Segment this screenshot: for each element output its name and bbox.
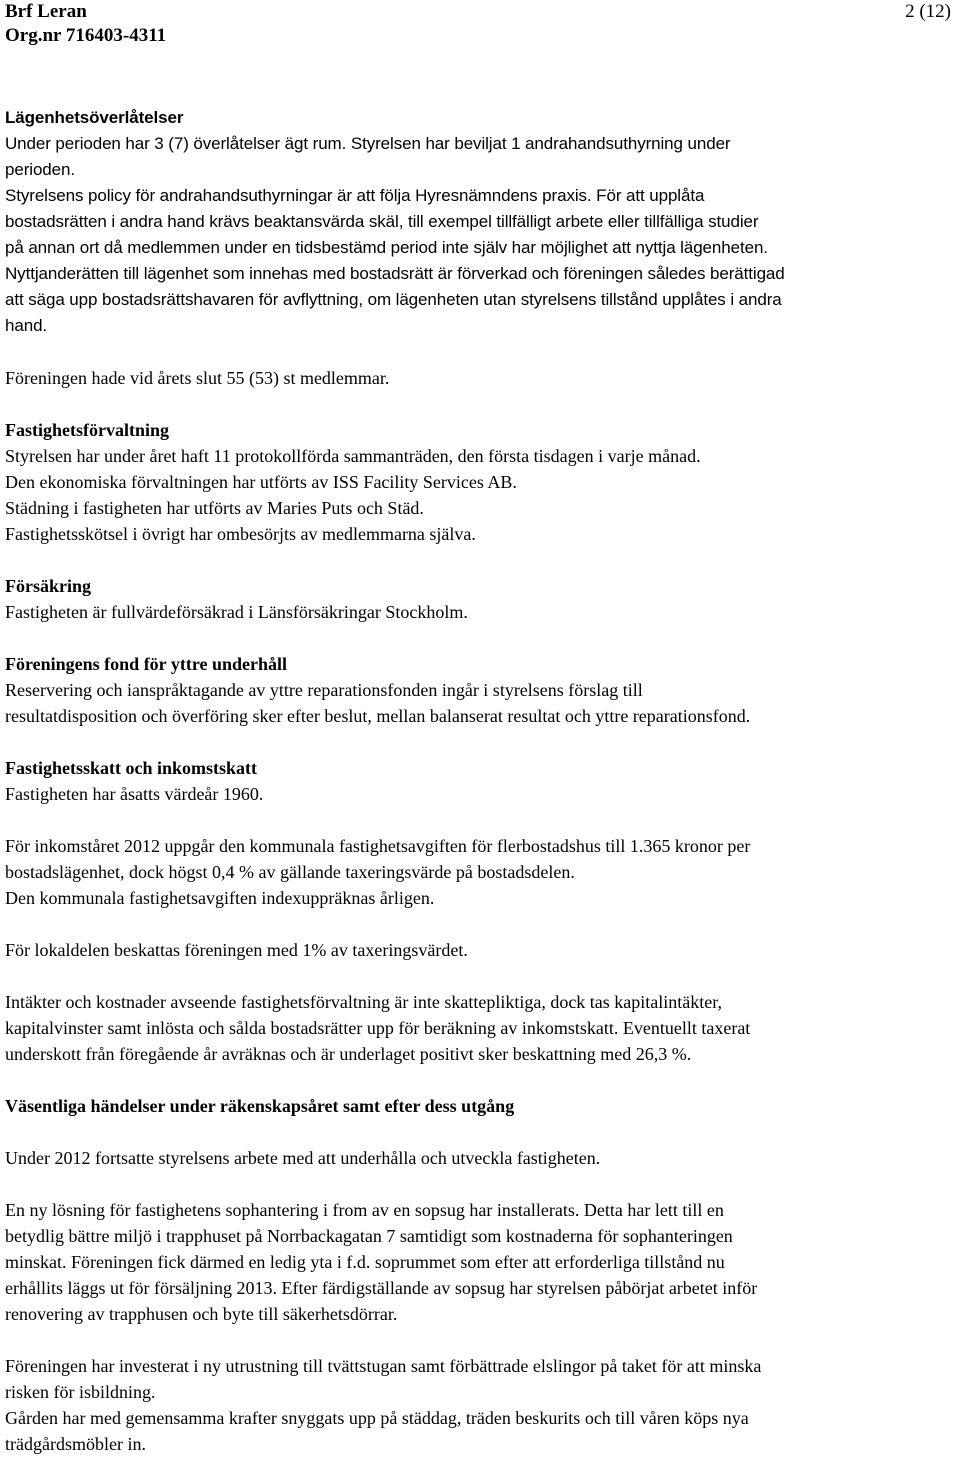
paragraph-line: Nyttjanderätten till lägenhet som innehas med bostadsrätt är förverkad och föreningen således berättigad	[5, 264, 785, 283]
paragraph-line: att säga upp bostadsrättshavaren för avflyttning, om lägenheten utan styrelsens tillstånd upplåtes i andra	[5, 290, 782, 309]
section-significant-events	[5, 1093, 957, 1457]
paragraph-line: Under perioden har 3 (7) överlåtelser ägt rum. Styrelsen har beviljat 1 andrahandsuthyrning under	[5, 134, 731, 153]
paragraph-line: på annan ort då medlemmen under en tidsbestämd period inte själv har möjlighet att nyttja lägenheten.	[5, 238, 768, 257]
organization-block	[5, 0, 166, 48]
section-transfers	[5, 105, 957, 339]
organization-name: Brf Leran	[5, 1, 87, 22]
paragraph-line: Den ekonomiska förvaltningen har utförts av ISS Facility Services AB.	[5, 472, 517, 492]
paragraph-line: kapitalvinster samt inlösta och sålda bostadsrätter upp för beräkning av inkomstskatt. Eventuellt taxerat	[5, 1018, 751, 1038]
paragraph-line: Föreningen har investerat i ny utrustning till tvättstugan samt förbättrade elslingor på taket för att minska	[5, 1356, 762, 1376]
paragraph-line: minskat. Föreningen fick därmed en ledig yta i f.d. soprummet som efter att erforderliga tillstånd nu	[5, 1252, 725, 1272]
section-members	[5, 365, 957, 391]
section-heading-tax: Fastighetsskatt och inkomstskatt	[5, 758, 258, 778]
paragraph-line: Intäkter och kostnader avseende fastighetsförvaltning är inte skattepliktiga, dock tas kapitalintäkter,	[5, 992, 723, 1012]
section-management	[5, 417, 957, 547]
paragraph-line: För inkomståret 2012 uppgår den kommunala fastighetsavgiften för flerbostadshus till 1.365 kronor per	[5, 836, 751, 856]
paragraph-line: bostadsrätten i andra hand krävs beaktansvärda skäl, till exempel tillfälligt arbete eller tillfälliga studier	[5, 212, 759, 231]
section-maintenance-fund	[5, 651, 957, 729]
paragraph-line: resultatdisposition och överföring sker efter beslut, mellan balanserat resultat och yttre reparationsfond.	[5, 706, 751, 726]
section-heading-transfers: Lägenhetsöverlåtelser	[5, 108, 184, 127]
paragraph-line: Fastigheten är fullvärdeförsäkrad i Länsförsäkringar Stockholm.	[5, 602, 468, 622]
paragraph-line: betydlig bättre miljö i trapphuset på Norrbackagatan 7 samtidigt som kostnaderna för sophanteringen	[5, 1226, 733, 1246]
policy-sentence: Styrelsens policy för andrahandsuthyrningar är att följa Hyresnämndens praxis.	[5, 186, 592, 205]
paragraph-line: Fastighetsskötsel i övrigt har ombesörjts av medlemmarna själva.	[5, 524, 476, 544]
paragraph-line	[5, 183, 957, 209]
paragraph-line: Städning i fastigheten har utförts av Maries Puts och Städ.	[5, 498, 424, 518]
paragraph-line: perioden.	[5, 160, 75, 179]
paragraph-line: trädgårdsmöbler in.	[5, 1434, 146, 1454]
paragraph-line: En ny lösning för fastighetens sophantering i from av en sopsug har installerats. Detta har lett till en	[5, 1200, 724, 1220]
paragraph-line: För lokaldelen beskattas föreningen med 1% av taxeringsvärdet.	[5, 940, 468, 960]
section-heading-significant-events: Väsentliga händelser under räkenskapsåret samt efter dess utgång	[5, 1096, 515, 1116]
paragraph-line: Under 2012 fortsatte styrelsens arbete med att underhålla och utveckla fastigheten.	[5, 1148, 601, 1168]
paragraph-line: Gården har med gemensamma krafter snyggats upp på städdag, träden beskurits och till våren köps nya	[5, 1408, 749, 1428]
members-count-text: Föreningen hade vid årets slut 55 (53) st medlemmar.	[5, 368, 390, 388]
paragraph-line: Reservering och ianspråktagande av yttre reparationsfonden ingår i styrelsens förslag till	[5, 680, 643, 700]
section-tax	[5, 755, 957, 1067]
paragraph-line: hand.	[5, 316, 48, 335]
section-heading-insurance: Försäkring	[5, 576, 92, 596]
section-insurance	[5, 573, 957, 625]
policy-continuation: För att upplåta	[591, 186, 705, 205]
document-page	[5, 0, 957, 1457]
paragraph-line: erhållits läggs ut för försäljning 2013. Efter färdigställande av sopsug har styrelsen påbörjat arbetet inför	[5, 1278, 758, 1298]
paragraph-line: Fastigheten har åsatts värdeår 1960.	[5, 784, 264, 804]
paragraph-line: risken för isbildning.	[5, 1382, 156, 1402]
page-header	[5, 0, 957, 52]
page-number: 2 (12)	[905, 1, 951, 22]
paragraph-line: Den kommunala fastighetsavgiften indexuppräknas årligen.	[5, 888, 435, 908]
organization-number: Org.nr 716403-4311	[5, 25, 167, 46]
paragraph-line: renovering av trapphusen och byte till säkerhetsdörrar.	[5, 1304, 398, 1324]
paragraph-line: Styrelsen har under året haft 11 protokollförda sammanträden, den första tisdagen i varje månad.	[5, 446, 701, 466]
section-heading-maintenance-fund: Föreningens fond för yttre underhåll	[5, 654, 288, 674]
paragraph-line: bostadslägenhet, dock högst 0,4 % av gällande taxeringsvärde på bostadsdelen.	[5, 862, 575, 882]
paragraph-line: underskott från föregående år avräknas och är underlaget positivt sker beskattning med 26,3 %.	[5, 1044, 692, 1064]
section-heading-management: Fastighetsförvaltning	[5, 420, 169, 440]
